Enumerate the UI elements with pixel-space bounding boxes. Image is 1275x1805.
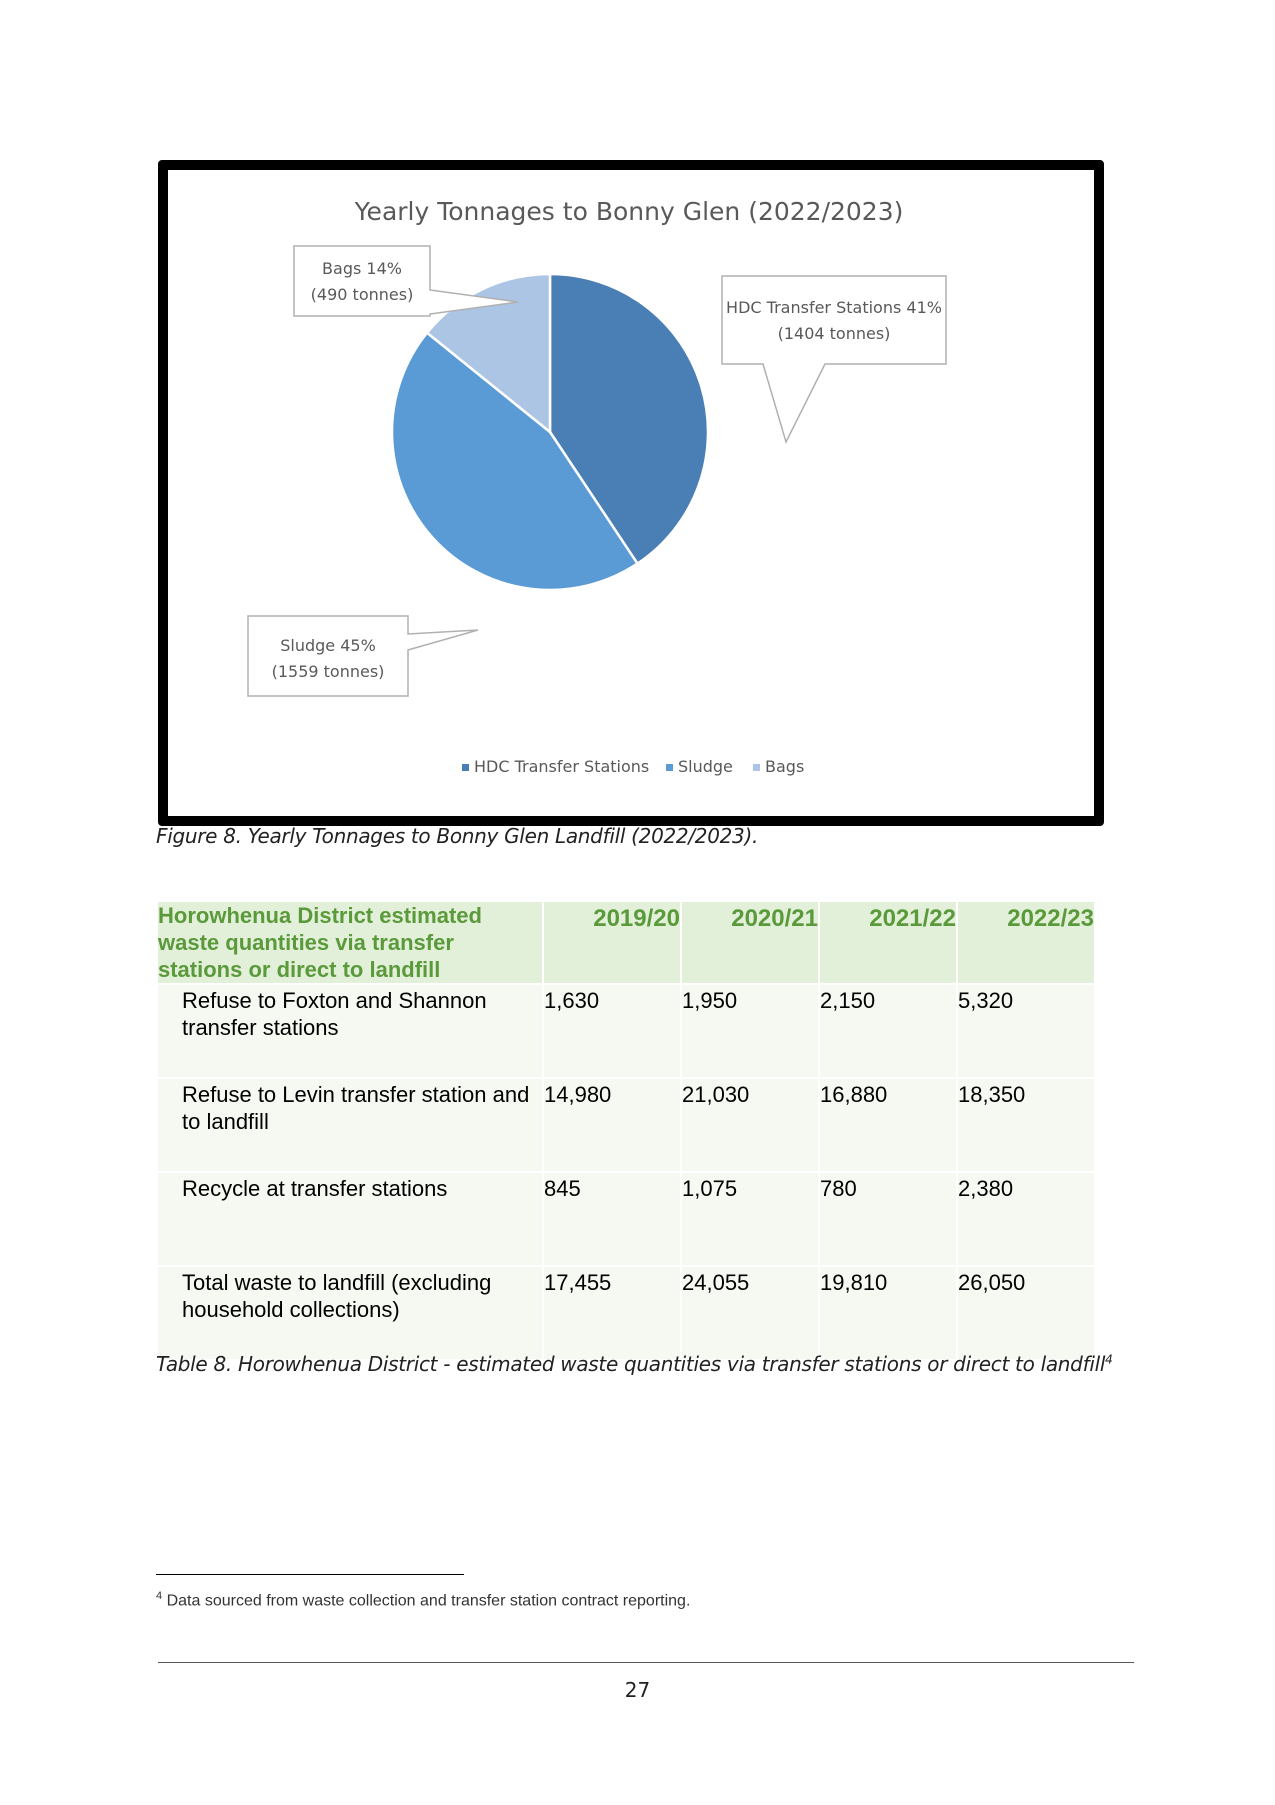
table-cell: 17,455 — [544, 1267, 680, 1359]
table-cell: 21,030 — [682, 1079, 818, 1171]
chart-title: Yearly Tonnages to Bonny Glen (2022/2023) — [354, 197, 904, 226]
table-cell: 14,980 — [544, 1079, 680, 1171]
table-header-year: 2019/20 — [544, 902, 680, 983]
table-header-year: 2021/22 — [820, 902, 956, 983]
table-row — [158, 1079, 1094, 1171]
table-cell: 2,380 — [958, 1173, 1094, 1265]
row-label: Refuse to Levin transfer station and to landfill — [158, 1079, 542, 1171]
footnote — [156, 1590, 690, 1610]
callout-hdc-transfer-stations — [722, 276, 946, 442]
row-label: Refuse to Foxton and Shannon transfer stations — [158, 985, 542, 1077]
table-caption-footnote-ref: 4 — [1105, 1352, 1113, 1367]
footnote-marker: 4 — [156, 1590, 163, 1602]
table-header-label: Horowhenua District estimated waste quantities via transfer stations or direct to landfill — [158, 902, 542, 983]
callout-hdc-line1: HDC Transfer Stations 41% — [726, 298, 942, 317]
callout-sludge-line1: Sludge 45% — [280, 636, 376, 655]
table-cell: 19,810 — [820, 1267, 956, 1359]
table-cell: 1,075 — [682, 1173, 818, 1265]
table-cell: 845 — [544, 1173, 680, 1265]
callout-sludge-line2: (1559 tonnes) — [271, 662, 385, 681]
table-row — [158, 1173, 1094, 1265]
table-cell: 780 — [820, 1173, 956, 1265]
table-row — [158, 985, 1094, 1077]
callout-hdc-line2: (1404 tonnes) — [777, 324, 891, 343]
pie-chart-frame — [158, 160, 1104, 826]
table-caption-text: Table 8. Horowhenua District - estimated waste quantities via transfer stations or direct to landfill — [156, 1352, 1106, 1376]
callout-bags-line1: Bags 14% — [322, 259, 402, 278]
table-header-year: 2022/23 — [958, 902, 1094, 983]
table-caption — [156, 1352, 1112, 1376]
table-cell: 5,320 — [958, 985, 1094, 1077]
legend-label-bags: Bags — [765, 757, 805, 776]
table-cell: 1,950 — [682, 985, 818, 1077]
page-footer-divider — [158, 1662, 1134, 1663]
row-label: Recycle at transfer stations — [158, 1173, 542, 1265]
table-cell: 24,055 — [682, 1267, 818, 1359]
callout-bags — [294, 246, 518, 316]
table-cell: 18,350 — [958, 1079, 1094, 1171]
legend-swatch-hdc — [462, 764, 469, 771]
table-cell: 26,050 — [958, 1267, 1094, 1359]
footnote-text: Data sourced from waste collection and transfer station contract reporting. — [166, 1592, 691, 1610]
row-label: Total waste to landfill (excluding household collections) — [158, 1267, 542, 1359]
table-row — [158, 1267, 1094, 1359]
legend-label-sludge: Sludge — [678, 757, 733, 776]
chart-legend — [462, 757, 804, 776]
table-header-year: 2020/21 — [682, 902, 818, 983]
footnote-divider — [156, 1574, 464, 1575]
page-number: 27 — [624, 1678, 651, 1702]
table-cell: 16,880 — [820, 1079, 956, 1171]
figure-caption: Figure 8. Yearly Tonnages to Bonny Glen Landfill (2022/2023). — [156, 824, 759, 848]
pie-chart — [168, 170, 1094, 816]
table-cell: 2,150 — [820, 985, 956, 1077]
legend-label-hdc: HDC Transfer Stations — [474, 757, 650, 776]
table-cell: 1,630 — [544, 985, 680, 1077]
legend-swatch-sludge — [666, 764, 673, 771]
legend-swatch-bags — [753, 764, 760, 771]
callout-sludge — [248, 616, 478, 696]
table-header-row — [158, 902, 1094, 983]
waste-quantities-table — [156, 900, 1096, 1361]
callout-bags-line2: (490 tonnes) — [310, 285, 414, 304]
